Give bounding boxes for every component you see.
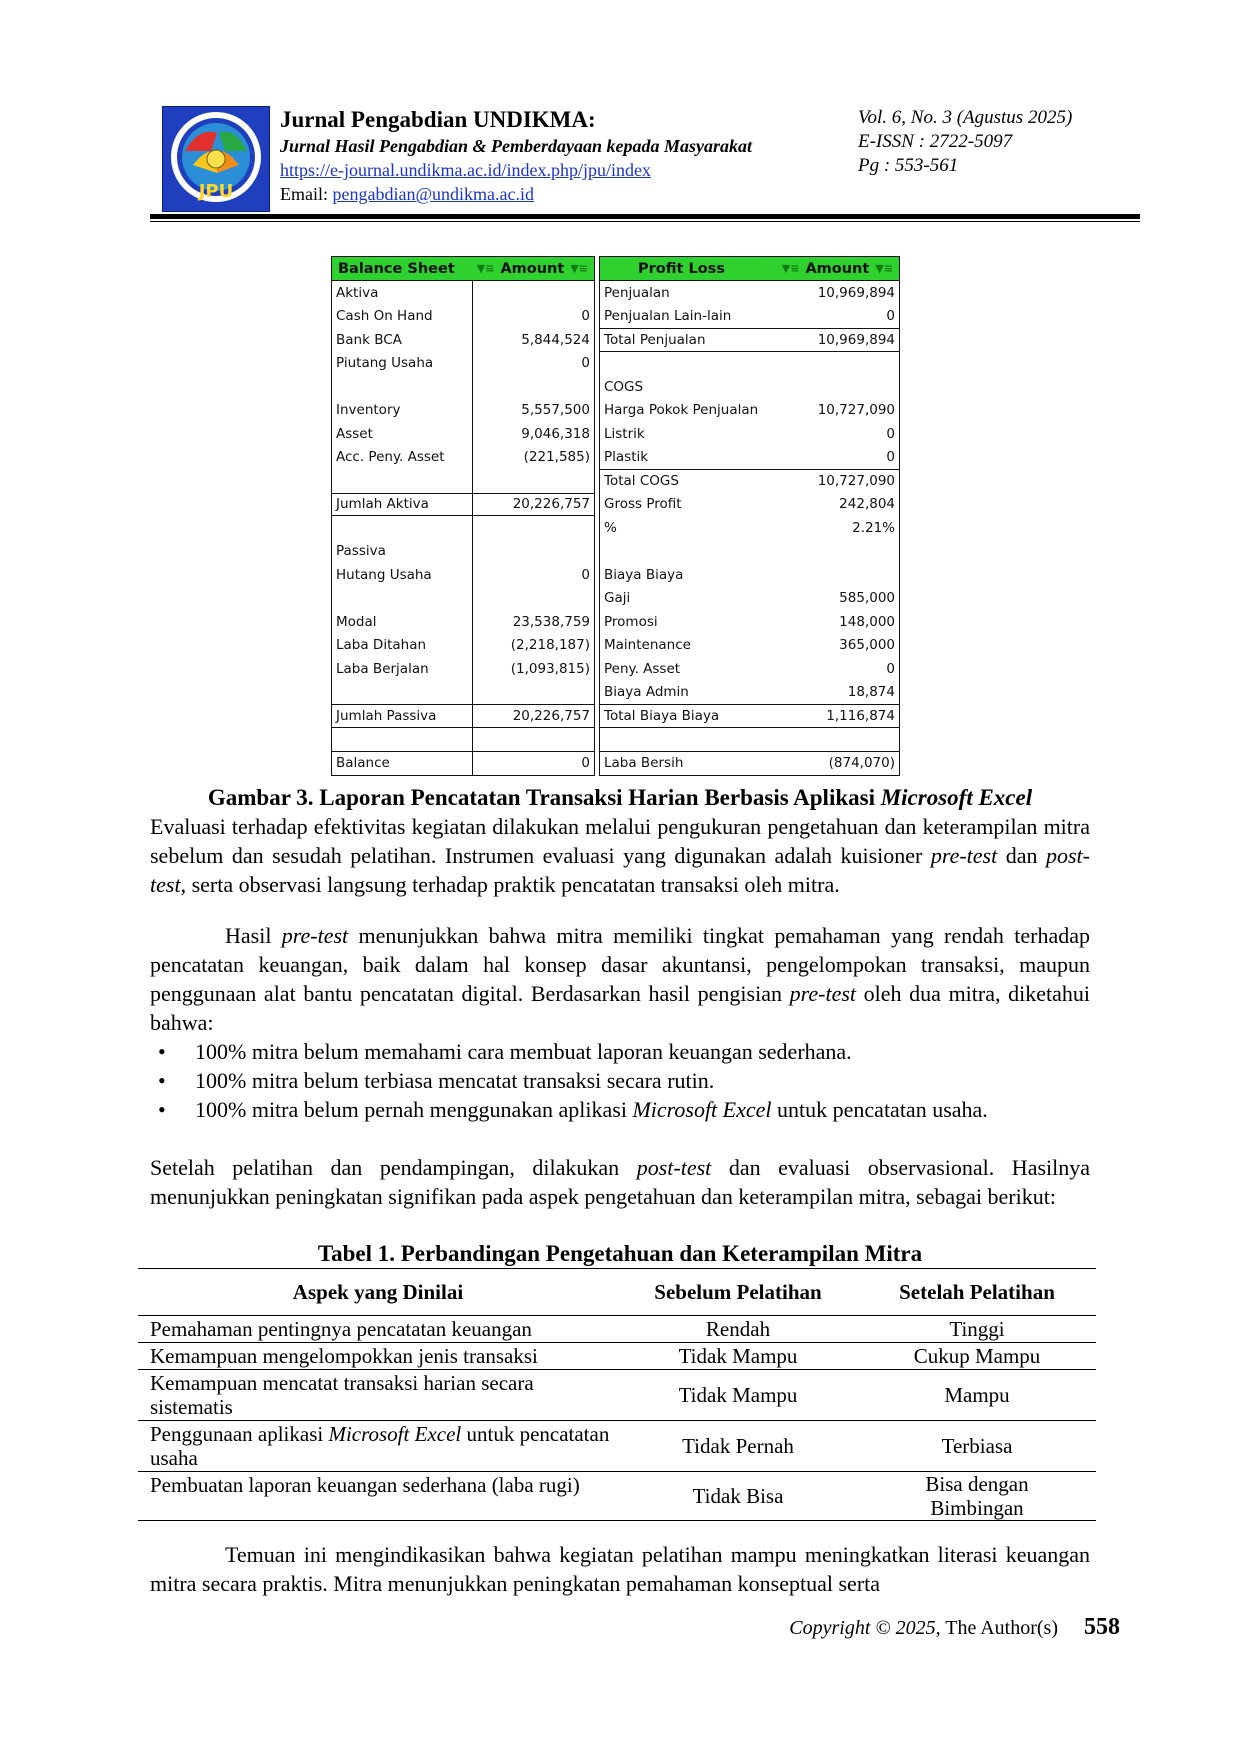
row-label: Passiva xyxy=(336,543,386,560)
sheet-row xyxy=(600,328,899,352)
row-amount: 242,804 xyxy=(839,496,895,513)
eissn-info: E-ISSN : 2722-5097 xyxy=(858,131,1013,152)
sheet-row xyxy=(332,704,594,728)
balance-sheet-header: Balance Sheet ▼≡ Amount ▼≡ xyxy=(331,256,595,281)
sheet-row xyxy=(332,328,594,352)
sheet-row xyxy=(600,305,899,329)
row-label: Total Biaya Biaya xyxy=(604,707,720,724)
sheet-row xyxy=(332,352,594,376)
table-caption: Tabel 1. Perbandingan Pengetahuan dan Keterampilan Mitra xyxy=(317,1241,923,1266)
sheet-row xyxy=(600,610,899,634)
column-header: Sebelum Pelatihan xyxy=(618,1269,858,1316)
row-label: Biaya Admin xyxy=(604,684,689,701)
balance-sheet-body xyxy=(331,281,595,776)
row-label: Acc. Peny. Asset xyxy=(336,449,445,466)
sheet-row xyxy=(332,540,594,564)
row-amount: 23,538,759 xyxy=(512,613,590,630)
volume-info: Vol. 6, No. 3 (Agustus 2025) xyxy=(858,107,1073,128)
sheet-row xyxy=(332,610,594,634)
row-label: Total COGS xyxy=(604,473,679,490)
row-amount: 0 xyxy=(581,566,590,583)
sheet-row xyxy=(600,751,899,775)
sheet-row xyxy=(600,281,899,305)
row-label: Jumlah Passiva xyxy=(336,707,437,724)
journal-title: Jurnal Pengabdian UNDIKMA: xyxy=(280,107,596,132)
comparison-table xyxy=(138,1268,1096,1521)
row-amount: 365,000 xyxy=(839,637,895,654)
filter-icon: ▼≡ xyxy=(875,262,893,275)
table-header-row xyxy=(138,1269,1096,1316)
row-label: Harga Pokok Penjualan xyxy=(604,402,759,419)
sheet-row xyxy=(332,281,594,305)
journal-logo xyxy=(162,106,270,212)
journal-email-row: Email: pengabdian@undikma.ac.id xyxy=(280,184,535,204)
row-label: Penjualan xyxy=(604,284,670,301)
row-label: Laba Bersih xyxy=(604,755,684,772)
sheet-row xyxy=(332,751,594,775)
sheet-row xyxy=(600,516,899,540)
row-label: Balance xyxy=(336,755,390,772)
page-range: Pg : 553-561 xyxy=(858,155,959,176)
row-amount: 10,727,090 xyxy=(817,402,895,419)
row-label: Modal xyxy=(336,613,377,630)
sheet-row xyxy=(332,516,594,540)
pretest-bullet-list xyxy=(150,1037,1090,1124)
column-header: Setelah Pelatihan xyxy=(858,1269,1096,1316)
table-row: Penggunaan aplikasi Microsoft Excel untuk pencatatan usaha Tidak Pernah Terbiasa xyxy=(138,1421,1096,1472)
page-number: 558 xyxy=(1084,1614,1120,1640)
sheet-row xyxy=(600,563,899,587)
row-label: Laba Berjalan xyxy=(336,660,429,677)
row-label: COGS xyxy=(604,378,644,395)
journal-meta xyxy=(858,106,1108,178)
row-amount: 5,557,500 xyxy=(521,402,590,419)
sheet-row xyxy=(600,681,899,705)
row-amount: 10,969,894 xyxy=(817,331,895,348)
header-rule-thin xyxy=(150,221,1140,222)
filter-icon: ▼≡ xyxy=(781,262,800,275)
page-footer: Copyright © 2025, The Author(s) 558 xyxy=(789,1614,1120,1640)
row-label: % xyxy=(604,519,617,536)
sheet-row xyxy=(332,657,594,681)
figure-caption: Gambar 3. Laporan Pencatatan Transaksi Harian Berbasis Aplikasi Microsoft Excel xyxy=(207,785,1033,810)
table-row: Kemampuan mengelompokkan jenis transaksi Tidak Mampu Cukup Mampu xyxy=(138,1343,1096,1370)
profit-loss-body xyxy=(599,281,900,776)
svg-text:JPU: JPU xyxy=(198,181,234,202)
sheet-row xyxy=(600,728,899,752)
row-amount: (221,585) xyxy=(523,449,590,466)
sheet-row xyxy=(600,657,899,681)
sheet-row xyxy=(332,493,594,517)
list-item: • 100% mitra belum terbiasa mencatat transaksi secara rutin. xyxy=(158,1068,715,1093)
sheet-row xyxy=(600,540,899,564)
paragraph-pretest: Hasil pre-test menunjukkan bahwa mitra memiliki tingkat pemahaman yang rendah terhadap pencatatan keuangan, baik dalam hal konsep dasar akuntansi, pengelompokan transaksi, maupun penggunaan alat bantu pencatatan digital. Berdasarkan hasil pengisian pre-test oleh dua mitra, diketahui bahwa: xyxy=(150,923,1091,1035)
sheet-row xyxy=(600,352,899,376)
row-amount: 5,844,524 xyxy=(521,331,590,348)
row-label: Gaji xyxy=(604,590,631,607)
sheet-row xyxy=(332,634,594,658)
row-amount: 0 xyxy=(886,449,895,466)
row-amount: 10,969,894 xyxy=(817,284,895,301)
row-label: Aktiva xyxy=(336,284,379,301)
sheet-row xyxy=(600,587,899,611)
row-amount: (1,093,815) xyxy=(510,660,590,677)
sheet-row xyxy=(332,305,594,329)
filter-icon: ▼≡ xyxy=(570,262,588,275)
balance-sheet-table xyxy=(331,256,595,776)
column-header: Aspek yang Dinilai xyxy=(138,1269,618,1316)
row-amount: 0 xyxy=(581,755,590,772)
paragraph-evaluation: Evaluasi terhadap efektivitas kegiatan dilakukan melalui pengukuran pengetahuan dan keterampilan mitra sebelum dan sesudah pelatihan. Instrumen evaluasi yang digunakan adalah kuisioner pre-test dan post-test, serta observasi langsung terhadap praktik pencatatan transaksi oleh mitra. xyxy=(150,814,1090,897)
row-label: Promosi xyxy=(604,613,658,630)
row-label: Asset xyxy=(336,425,373,442)
journal-header xyxy=(280,106,840,206)
row-label: Inventory xyxy=(336,402,401,419)
row-amount: 0 xyxy=(581,308,590,325)
sheet-row xyxy=(600,375,899,399)
sheet-row xyxy=(332,469,594,493)
row-amount: 0 xyxy=(886,308,895,325)
sheet-row xyxy=(332,446,594,470)
sheet-row xyxy=(332,399,594,423)
row-label: Bank BCA xyxy=(336,331,402,348)
list-item: • 100% mitra belum memahami cara membuat laporan keuangan sederhana. xyxy=(158,1039,852,1064)
profit-loss-header: Profit Loss ▼≡ Amount ▼≡ xyxy=(599,256,900,281)
row-amount: 18,874 xyxy=(847,684,895,701)
row-label: Laba Ditahan xyxy=(336,637,427,654)
row-amount: 0 xyxy=(886,425,895,442)
row-amount: 0 xyxy=(886,660,895,677)
row-label: Peny. Asset xyxy=(604,660,681,677)
sheet-row xyxy=(600,704,899,728)
journal-url-link[interactable]: https://e-journal.undikma.ac.id/index.php/jpu/index xyxy=(280,160,651,180)
row-label: Total Penjualan xyxy=(604,331,706,348)
header-rule-thick xyxy=(150,214,1140,219)
sheet-row xyxy=(600,469,899,493)
row-label: Maintenance xyxy=(604,637,691,654)
row-label: Hutang Usaha xyxy=(336,566,432,583)
sheet-row xyxy=(332,587,594,611)
sheet-row xyxy=(600,422,899,446)
journal-email-link[interactable]: pengabdian@undikma.ac.id xyxy=(332,184,535,204)
sheet-row xyxy=(600,493,899,517)
row-label: Piutang Usaha xyxy=(336,355,434,372)
sheet-row xyxy=(332,728,594,752)
sheet-row xyxy=(600,446,899,470)
list-item: • 100% mitra belum pernah menggunakan aplikasi Microsoft Excel untuk pencatatan usaha. xyxy=(158,1097,988,1122)
row-amount: (2,218,187) xyxy=(510,637,590,654)
table-row: Pemahaman pentingnya pencatatan keuangan Rendah Tinggi xyxy=(138,1316,1096,1343)
sheet-row xyxy=(332,422,594,446)
filter-icon: ▼≡ xyxy=(476,262,495,275)
row-label: Penjualan Lain-lain xyxy=(604,308,732,325)
row-amount: 0 xyxy=(581,355,590,372)
journal-subtitle: Jurnal Hasil Pengabdian & Pemberdayaan kepada Masyarakat xyxy=(280,136,753,156)
sheet-row xyxy=(332,563,594,587)
sheet-row xyxy=(600,634,899,658)
table-row: Pembuatan laporan keuangan sederhana (laba rugi) Tidak Bisa Bisa dengan Bimbingan xyxy=(138,1472,1096,1521)
row-label: Biaya Biaya xyxy=(604,566,684,583)
sheet-row xyxy=(332,375,594,399)
row-amount: 585,000 xyxy=(839,590,895,607)
row-label: Listrik xyxy=(604,425,645,442)
sheet-row xyxy=(600,399,899,423)
paragraph-posttest: Setelah pelatihan dan pendampingan, dilakukan post-test dan evaluasi observasional. Hasilnya menunjukkan peningkatan signifikan pada aspek pengetahuan dan keterampilan mitra, sebagai berikut: xyxy=(150,1155,1091,1209)
row-amount: 1,116,874 xyxy=(826,707,895,724)
row-amount: 10,727,090 xyxy=(817,473,895,490)
row-label: Gross Profit xyxy=(604,496,682,513)
row-amount: 2.21% xyxy=(852,519,895,536)
sheet-row xyxy=(332,681,594,705)
row-label: Jumlah Aktiva xyxy=(336,496,429,513)
row-amount: 148,000 xyxy=(839,613,895,630)
row-amount: 9,046,318 xyxy=(521,425,590,442)
row-amount: 20,226,757 xyxy=(512,496,590,513)
row-amount: 20,226,757 xyxy=(512,707,590,724)
row-amount: (874,070) xyxy=(828,755,895,772)
paragraph-findings: Temuan ini mengindikasikan bahwa kegiatan pelatihan mampu meningkatkan literasi keuangan mitra secara praktis. Mitra menunjukkan peningkatan pemahaman konseptual serta xyxy=(150,1542,1090,1596)
row-label: Plastik xyxy=(604,449,649,466)
profit-loss-table xyxy=(599,256,900,776)
table-row: Kemampuan mencatat transaksi harian secara sistematis Tidak Mampu Mampu xyxy=(138,1370,1096,1421)
row-label: Cash On Hand xyxy=(336,308,433,325)
